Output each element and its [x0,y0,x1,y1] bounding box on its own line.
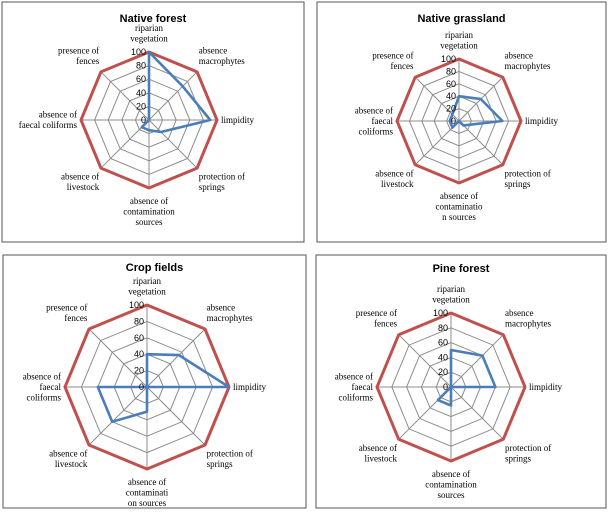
chart-title: Native forest [119,13,187,25]
tick-label: 80 [133,316,144,327]
axis-label: presence of fences [58,45,100,66]
axis-label: absence macrophytes [504,308,551,329]
axis-label: presence of fences [46,302,88,323]
tick-label: 40 [135,87,146,98]
tick-label: 60 [445,78,456,89]
tick-label: 100 [432,308,448,318]
tick-label: 20 [133,365,144,376]
axis-label: presence of fences [372,50,414,72]
axis-label: protection of springs [206,448,253,470]
axis-label: riparian vegetation [440,30,478,51]
axis-label: absence of livestock [49,448,88,470]
tick-label: 40 [133,349,144,360]
tick-label: 20 [437,367,448,378]
axis-label: absence of contamination sources [123,196,175,227]
tick-label: 20 [135,101,146,112]
axis-label: riparian vegetation [130,23,168,44]
tick-label: 60 [135,74,146,85]
chart-title: Native grassland [417,13,506,25]
tick-label: 60 [133,332,144,343]
axis-label: absence of livestock [61,171,100,193]
axis-label: protection of springs [504,442,552,464]
tick-label: 80 [135,60,146,71]
tick-label: 20 [445,103,456,114]
axis-label: absence of livestock [375,168,414,189]
chart-title: Crop fields [125,262,184,274]
tick-label: 100 [440,54,456,64]
tick-label: 80 [437,322,448,333]
tick-label: 0 [450,116,456,126]
tick-label: 80 [445,66,456,77]
axis-label: absence of faecal coliforms [22,371,61,403]
tick-label: 40 [437,352,448,363]
tick-label: 100 [130,47,146,57]
axis-label: absence of livestock [358,442,398,464]
axis-label: absence macrophytes [198,45,245,66]
tick-label: 60 [437,337,448,348]
axis-label: absence macrophytes [504,50,551,72]
chart-title: Pine forest [432,263,490,275]
tick-label: 0 [138,382,144,392]
tick-label: 0 [140,115,146,125]
axis-label: presence of fences [355,308,398,329]
radar-chart-1 [2,2,304,242]
axis-label: absence of contaminati on sources [125,477,169,508]
axis-label: absence of contamination sources [425,469,477,500]
tick-label: 0 [442,382,448,392]
tick-label: 40 [445,91,456,102]
radar-chart-4 [316,255,606,508]
radar-chart-2 [317,2,606,242]
axis-label: protection of springs [198,171,245,193]
axis-label: riparian vegetation [128,276,166,297]
axis-label: limpidity [221,114,255,125]
axis-label: protection of springs [504,168,551,189]
axis-label: limpidity [525,115,559,126]
axis-label: absence of faecal coliforms [334,371,373,403]
axis-label: limpidity [233,381,267,392]
axis-label: absence macrophytes [206,302,253,323]
axis-label: absence of contaminatio n sources [435,191,483,222]
axis-label: absence of faecal coliforms [354,105,393,137]
tick-label: 100 [128,300,144,310]
axis-label: absence of faecal coliforms [18,109,77,130]
axis-label: riparian vegetation [432,284,470,305]
axis-label: limpidity [529,381,563,392]
radar-chart-3 [3,255,306,508]
